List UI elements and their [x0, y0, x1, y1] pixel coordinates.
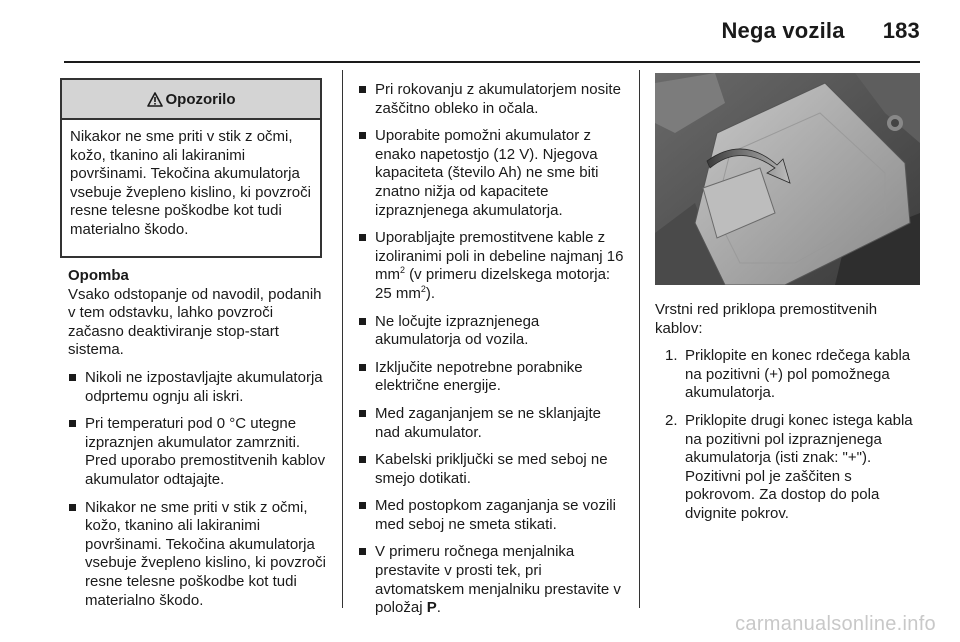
warning-box — [60, 78, 322, 258]
list-item: Ne ločujte izpraznjenega akumulatorja od vozila. — [358, 313, 626, 350]
list-item — [358, 229, 626, 303]
warning-header — [62, 80, 320, 120]
connection-steps — [655, 347, 925, 523]
battery-photo — [655, 73, 920, 285]
list-item: Nikoli ne izpostavljajte akumulatorja odprtemu ognju ali iskri. — [68, 369, 326, 406]
warning-triangle-icon — [147, 92, 163, 107]
list-item: Pri temperaturi pod 0 °C utegne izpraznjen akumulator zamrzniti. Pred uporabo premostitvenih kablov akumulator odtajajte. — [68, 415, 326, 489]
closing-text: . — [436, 599, 441, 617]
middle-bullet-list — [358, 81, 626, 618]
superscript: 2 — [400, 265, 406, 276]
left-column — [68, 267, 326, 619]
cable-thickness-text: Uporabljajte premostitvene kable z izoliranimi poli in debeline najmanj 16 mm — [375, 229, 624, 284]
middle-column — [358, 81, 626, 627]
list-item — [358, 543, 626, 617]
list-item: Med zaganjanjem se ne sklanjajte nad akumulator. — [358, 405, 626, 442]
step-number: 1. — [665, 347, 678, 365]
header-rule — [64, 61, 920, 63]
gear-text: V primeru ročnega menjalnika prestavite v prosti tek, pri avtomatskem menjalniku prestavite v položaj — [375, 543, 621, 617]
page-header — [721, 18, 920, 44]
warning-title: Opozorilo — [165, 90, 236, 108]
note-title: Opomba — [68, 267, 129, 284]
list-item: Izključite nepotrebne porabnike električne energije. — [358, 359, 626, 396]
list-item: Uporabite pomožni akumulator z enako napetostjo (12 V). Njegova kapaciteta (število Ah) ne sme biti znatno nižja od kapacitete izpraznjenega akumulatorja. — [358, 127, 626, 220]
closing-text: ). — [425, 284, 436, 302]
right-column — [655, 301, 925, 533]
list-item: Pri rokovanju z akumulatorjem nosite zaščitno obleko in očala. — [358, 81, 626, 118]
connection-intro: Vrstni red priklopa premostitvenih kablov: — [655, 301, 878, 337]
page-number: 183 — [882, 18, 920, 43]
engine-bay-illustration — [655, 73, 920, 285]
list-item — [655, 412, 925, 524]
superscript: 2 — [420, 283, 426, 294]
list-item: Kabelski priključki se med seboj ne smejo dotikati. — [358, 451, 626, 488]
list-item — [655, 347, 925, 403]
step-text: Priklopite drugi konec istega kabla na pozitivni pol izpraznjenega akumulatorja (isti znak: "+"). Pozitivni pol je zaščiten s pokrovom. Za dostop do pola dvignite pokrov. — [685, 411, 913, 522]
list-item: Med postopkom zaganjanja se vozili med seboj ne smeta stikati. — [358, 497, 626, 534]
note-text: Vsako odstopanje od navodil, podanih v tem odstavku, lahko povzroči začasno deaktiviranje stop-start sistema. — [68, 285, 322, 359]
watermark: carmanualsonline.info — [735, 613, 936, 635]
diesel-thickness-text: (v primeru dizelskega motorja: 25 mm — [375, 266, 611, 302]
column-divider-right — [639, 70, 640, 608]
gear-position: P — [426, 599, 437, 617]
step-text: Priklopite en konec rdečega kabla na pozitivni (+) pol pomožnega akumulatorja. — [685, 347, 911, 402]
warning-text: Nikakor ne sme priti v stik z očmi, kožo, tkanino ali lakiranimi površinami. Tekočina akumulatorja vsebuje žvepleno kislino, ki povzroči resne telesne poškodbe kot tudi materialno škodo. — [70, 128, 311, 238]
section-title: Nega vozila — [721, 18, 845, 43]
step-number: 2. — [665, 411, 678, 429]
column-divider-left — [342, 70, 343, 608]
list-item: Nikakor ne sme priti v stik z očmi, kožo, tkanino ali lakiranimi površinami. Tekočina akumulatorja vsebuje žvepleno kislino, ki povzroči resne telesne poškodbe kot tudi materialno škodo. — [68, 499, 326, 611]
left-bullet-list — [68, 369, 326, 610]
